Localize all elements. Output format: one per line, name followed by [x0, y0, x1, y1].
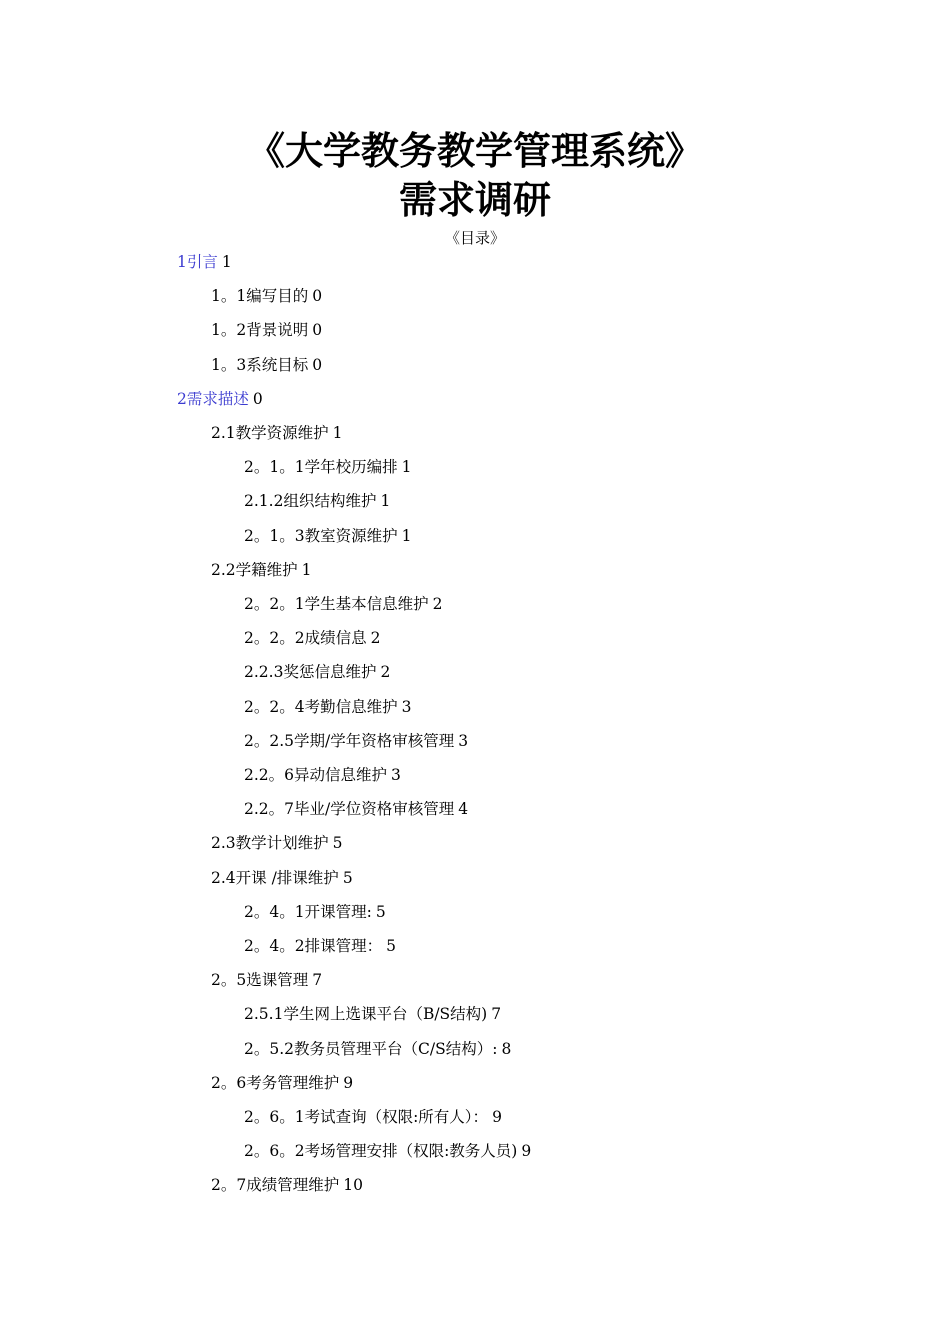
toc-entry-label: 2。2。2成绩信息 — [244, 629, 367, 648]
toc-entry-label: 2。6。2考场管理安排（权限:教务人员) — [244, 1142, 518, 1161]
toc-entry[interactable] — [0, 626, 380, 650]
toc-entry-label: 2.2。7毕业/学位资格审核管理 — [244, 800, 455, 819]
toc-entry[interactable] — [0, 695, 411, 719]
toc-entry-label: 2。7成绩管理维护 — [211, 1176, 340, 1195]
toc-entry-label: 2.2.3奖惩信息维护 — [244, 663, 377, 682]
toc-page-number: 8 — [501, 1039, 512, 1058]
toc-entry[interactable] — [0, 729, 468, 753]
toc-page-number: 5 — [375, 902, 386, 921]
toc-page-number: 10 — [343, 1176, 363, 1195]
toc-entry-label: 2。4。2排课管理： — [244, 937, 383, 955]
toc-entry[interactable] — [0, 660, 390, 684]
toc-page-number: 2 — [370, 629, 381, 648]
toc-entry-label: 2。5.2教务员管理平台（C/S结构）: — [244, 1039, 498, 1058]
toc-page-number: 1 — [380, 492, 391, 511]
toc-page-number: 7 — [491, 1005, 502, 1024]
toc-entry[interactable] — [0, 1173, 363, 1197]
document-title: 《大学教务教学管理系统》 — [246, 128, 703, 173]
toc-page-number: 5 — [342, 868, 353, 887]
toc-entry-label: 2.1.2组织结构维护 — [244, 492, 377, 511]
toc-page-number: 1 — [401, 526, 412, 545]
toc-entry[interactable] — [0, 934, 396, 958]
toc-entry[interactable] — [0, 387, 263, 411]
toc-page-number: 0 — [312, 321, 323, 340]
toc-entry[interactable] — [0, 489, 390, 513]
toc-entry[interactable] — [0, 592, 442, 616]
toc-entry[interactable] — [0, 421, 343, 445]
toc-page-number: 0 — [252, 389, 263, 408]
toc-entry-label: 2。2。4考勤信息维护 — [244, 697, 398, 716]
toc-entry-label: 1。2背景说明 — [211, 321, 309, 340]
toc-page-number: 9 — [492, 1108, 502, 1126]
toc-entry[interactable] — [0, 968, 322, 992]
toc-page-number: 5 — [386, 937, 396, 955]
document-subtitle: 需求调研 — [398, 177, 551, 222]
toc-page-number: 3 — [401, 697, 412, 716]
toc-entry-label: 2。6考务管理维护 — [211, 1073, 340, 1092]
toc-page-number: 1 — [401, 458, 412, 477]
toc-entry-label: 2。2。1学生基本信息维护 — [244, 595, 429, 613]
toc-entry[interactable] — [0, 1002, 501, 1026]
toc-entry-label: 2.1教学资源维护 — [211, 424, 329, 442]
toc-entry[interactable] — [0, 900, 386, 924]
toc-page-number: 0 — [312, 355, 323, 374]
toc-page-number: 5 — [332, 834, 343, 853]
toc-entry[interactable] — [0, 1071, 353, 1095]
toc-entry[interactable] — [0, 353, 322, 377]
toc-entry-label: 1。1编写目的 — [211, 287, 309, 306]
toc-entry-label: 2.2。6异动信息维护 — [244, 766, 388, 784]
toc-entry-link[interactable]: 2需求描述 — [177, 389, 249, 408]
toc-entry-label: 2.5.1学生网上选课平台（B/S结构) — [244, 1005, 488, 1024]
toc-entry-label: 2.3教学计划维护 — [211, 834, 329, 853]
toc-entry-label: 2。1。3教室资源维护 — [244, 526, 398, 545]
toc-entry-link[interactable]: 1引言 — [177, 253, 218, 271]
toc-page-number: 2 — [432, 595, 443, 613]
toc-page-number: 1 — [301, 560, 312, 579]
toc-entry[interactable] — [0, 284, 322, 308]
toc-heading: 《目录》 — [444, 229, 505, 247]
toc-entry[interactable] — [0, 797, 468, 821]
toc-entry[interactable] — [0, 831, 343, 855]
toc-entry-label: 1。3系统目标 — [211, 355, 309, 374]
toc-entry-label: 2。4。1开课管理: — [244, 902, 372, 921]
toc-entry[interactable] — [0, 1139, 531, 1163]
toc-entry[interactable] — [0, 250, 232, 274]
toc-entry-label: 2。5选课管理 — [211, 971, 309, 990]
toc-entry-label: 2.4开课 /排课维护 — [211, 868, 339, 887]
toc-page-number: 7 — [312, 971, 323, 990]
toc-entry[interactable] — [0, 866, 353, 890]
toc-page-number: 1 — [332, 424, 343, 442]
toc-page-number: 3 — [458, 731, 469, 750]
toc-page-number: 9 — [343, 1073, 354, 1092]
toc-page-number: 0 — [312, 287, 323, 306]
toc-entry-label: 2。1。1学年校历编排 — [244, 458, 398, 477]
toc-page-number: 1 — [221, 253, 232, 271]
toc-entry[interactable] — [0, 558, 312, 582]
toc-page-number: 3 — [391, 766, 401, 784]
toc-entry-label: 2。2.5学期/学年资格审核管理 — [244, 731, 455, 750]
toc-entry-label: 2.2学籍维护 — [211, 560, 298, 579]
toc-entry[interactable] — [0, 455, 411, 479]
toc-entry[interactable] — [0, 763, 401, 787]
toc-entry[interactable] — [0, 1037, 511, 1061]
toc-page-number: 9 — [521, 1142, 532, 1161]
toc-entry[interactable] — [0, 524, 411, 548]
toc-entry[interactable] — [0, 318, 322, 342]
toc-entry-label: 2。6。1考试查询（权限:所有人）： — [244, 1108, 489, 1126]
toc-page-number: 4 — [458, 800, 469, 819]
toc-page-number: 2 — [380, 663, 391, 682]
toc-entry[interactable] — [0, 1105, 502, 1129]
